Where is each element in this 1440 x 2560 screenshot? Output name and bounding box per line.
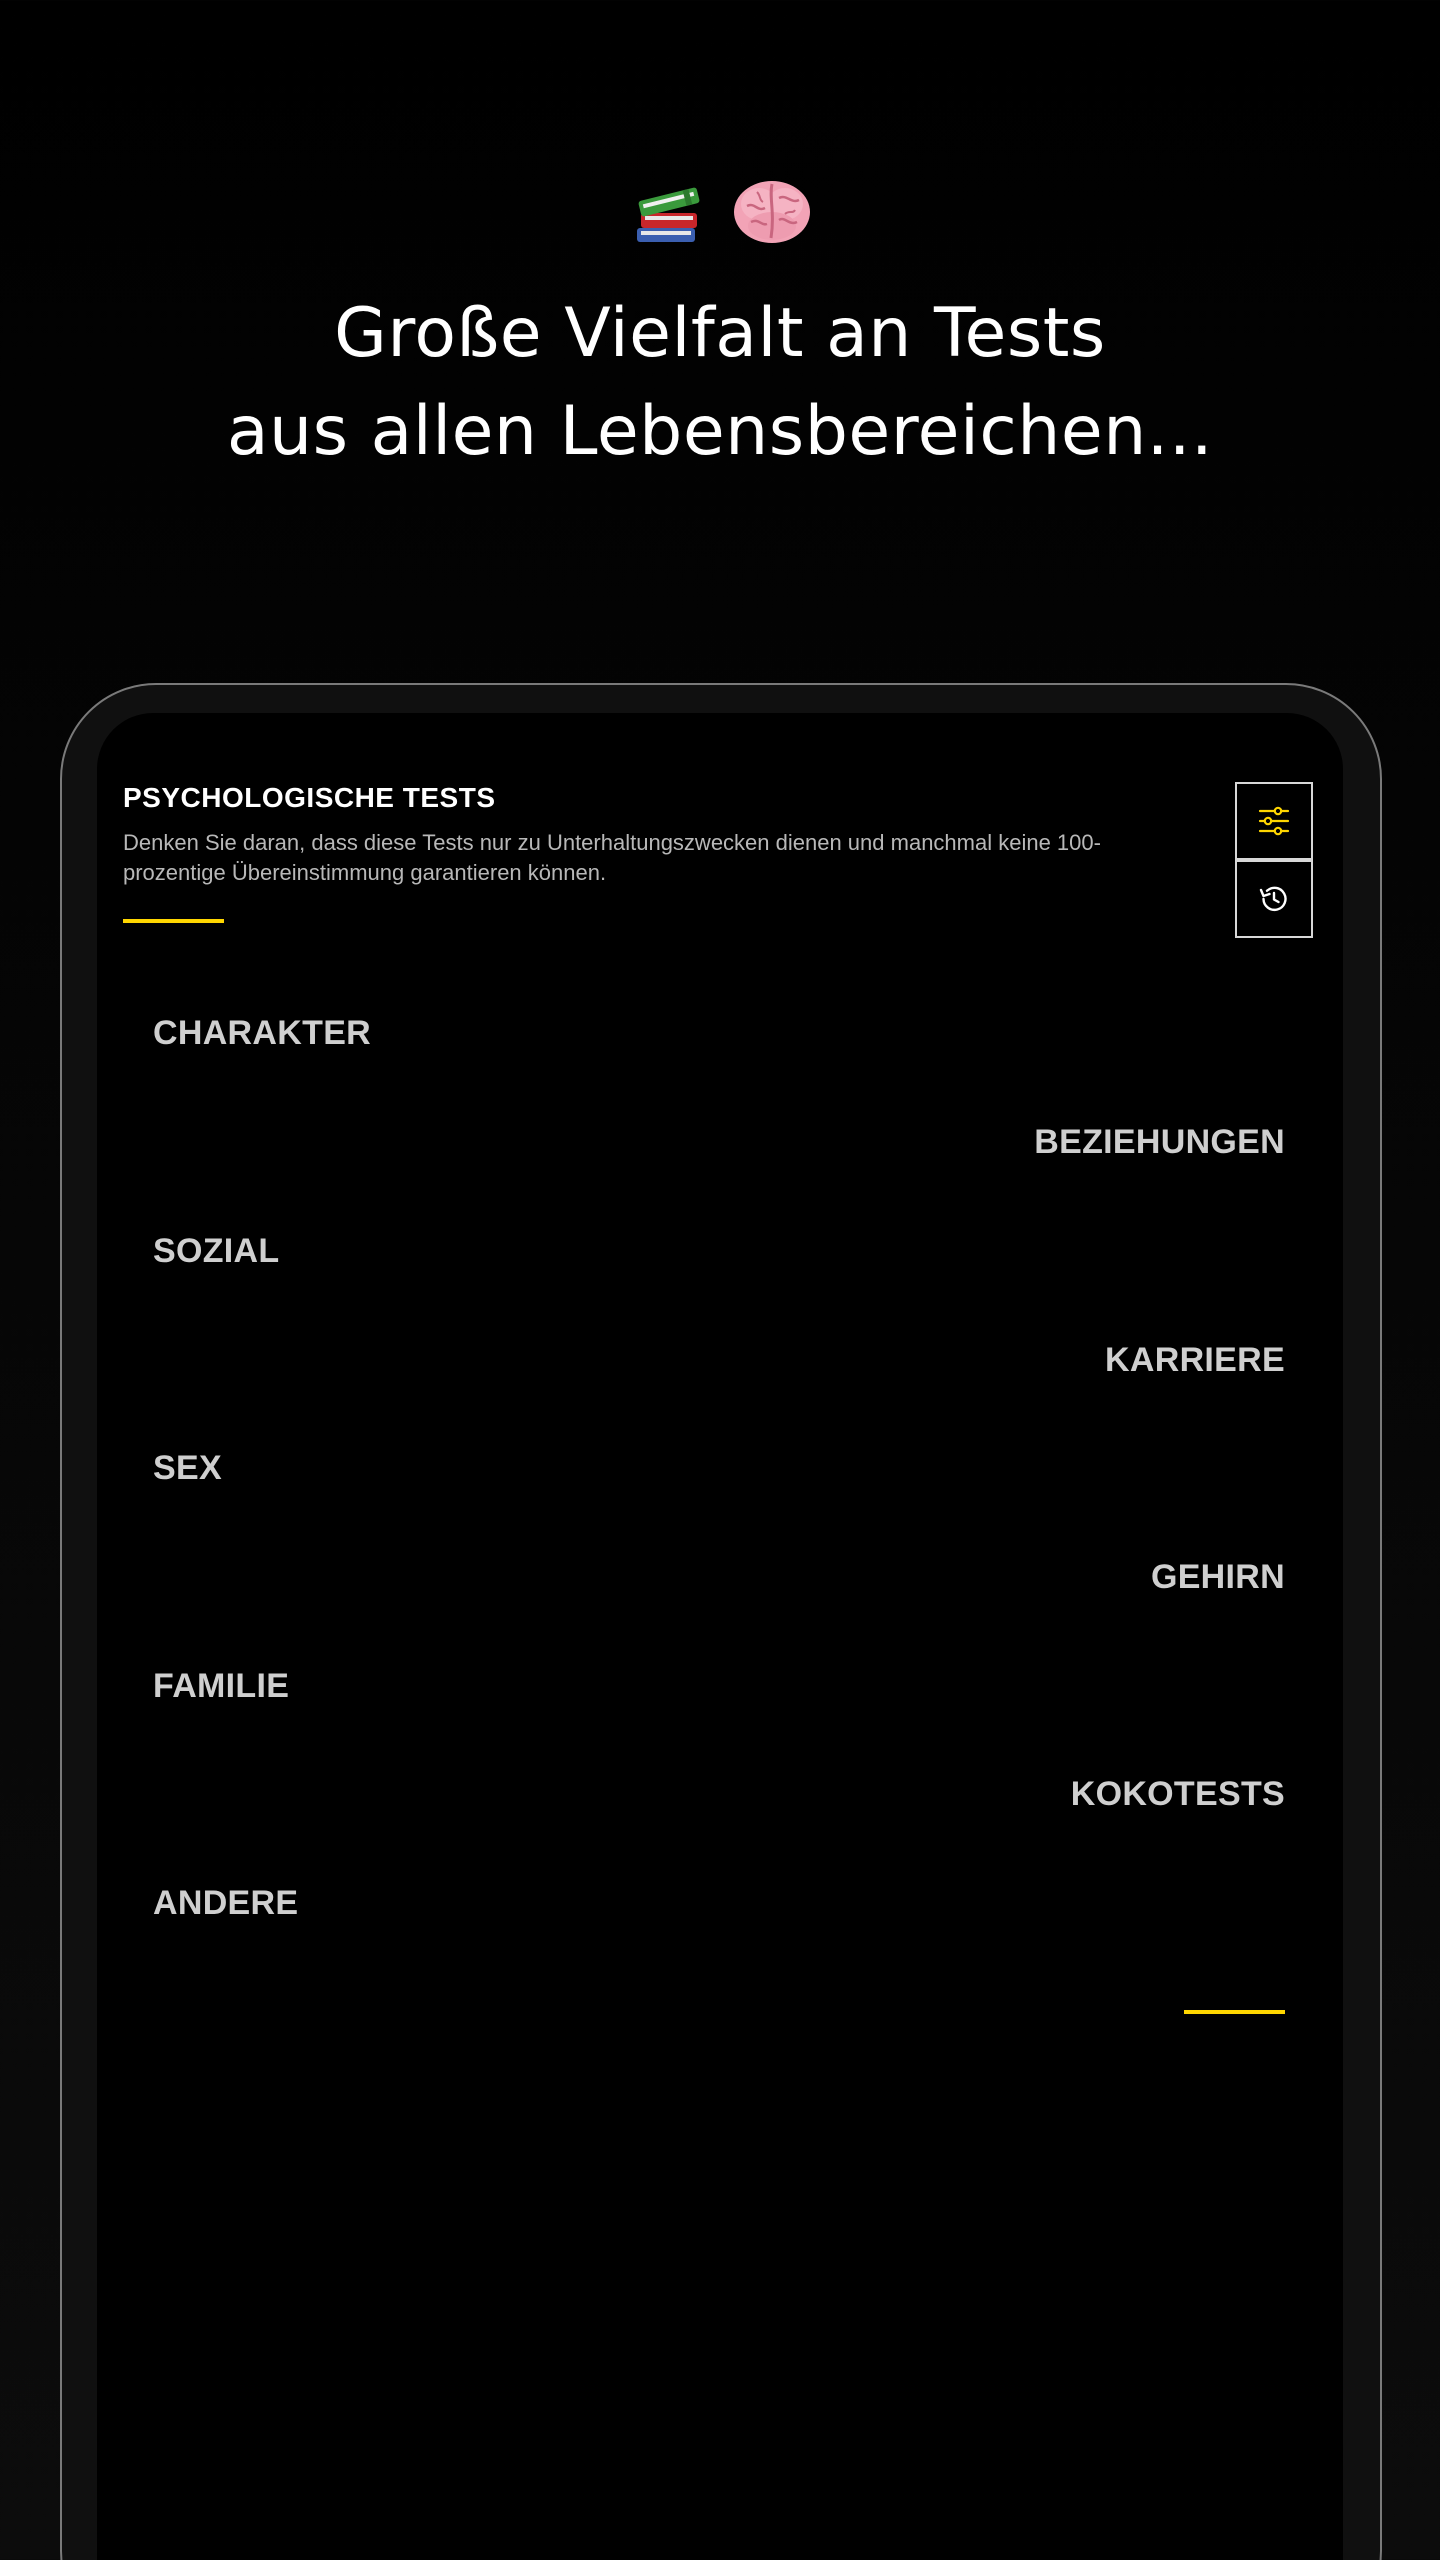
filter-sliders-icon bbox=[1257, 804, 1291, 838]
page-description: Denken Sie daran, dass diese Tests nur zu Unterhaltungszwecken dienen und manchmal keine 100-prozentige Übereinstimmung garantieren können. bbox=[123, 830, 1101, 885]
category-charakter[interactable]: CHARAKTER bbox=[153, 1014, 372, 1052]
category-kokotests[interactable]: KOKOTESTS bbox=[1070, 1775, 1285, 1813]
category-karriere[interactable]: KARRIERE bbox=[1105, 1341, 1285, 1379]
category-gehirn[interactable]: GEHIRN bbox=[1150, 1558, 1285, 1596]
history-button[interactable] bbox=[1235, 860, 1313, 938]
category-beziehungen[interactable]: BEZIEHUNGEN bbox=[1034, 1123, 1285, 1161]
page-title: PSYCHOLOGISCHE TESTS bbox=[123, 782, 496, 813]
headline-line-1: Große Vielfalt an Tests bbox=[334, 294, 1106, 373]
headline-line-2: aus allen Lebensbereichen... bbox=[226, 392, 1214, 471]
books-emoji-icon bbox=[625, 168, 711, 254]
category-andere[interactable]: ANDERE bbox=[153, 1884, 299, 1922]
hero-emoji-row bbox=[0, 168, 1440, 258]
brain-emoji-icon bbox=[729, 168, 815, 254]
category-sozial[interactable]: SOZIAL bbox=[153, 1232, 280, 1270]
hero-headline bbox=[0, 285, 1440, 481]
accent-divider-bottom bbox=[1184, 2010, 1285, 2014]
filter-button[interactable] bbox=[1235, 782, 1313, 860]
category-familie[interactable]: FAMILIE bbox=[153, 1667, 290, 1705]
history-icon bbox=[1257, 882, 1291, 916]
accent-divider-top bbox=[123, 919, 224, 923]
app-screen bbox=[97, 713, 1343, 2560]
category-sex[interactable]: SEX bbox=[153, 1449, 222, 1487]
